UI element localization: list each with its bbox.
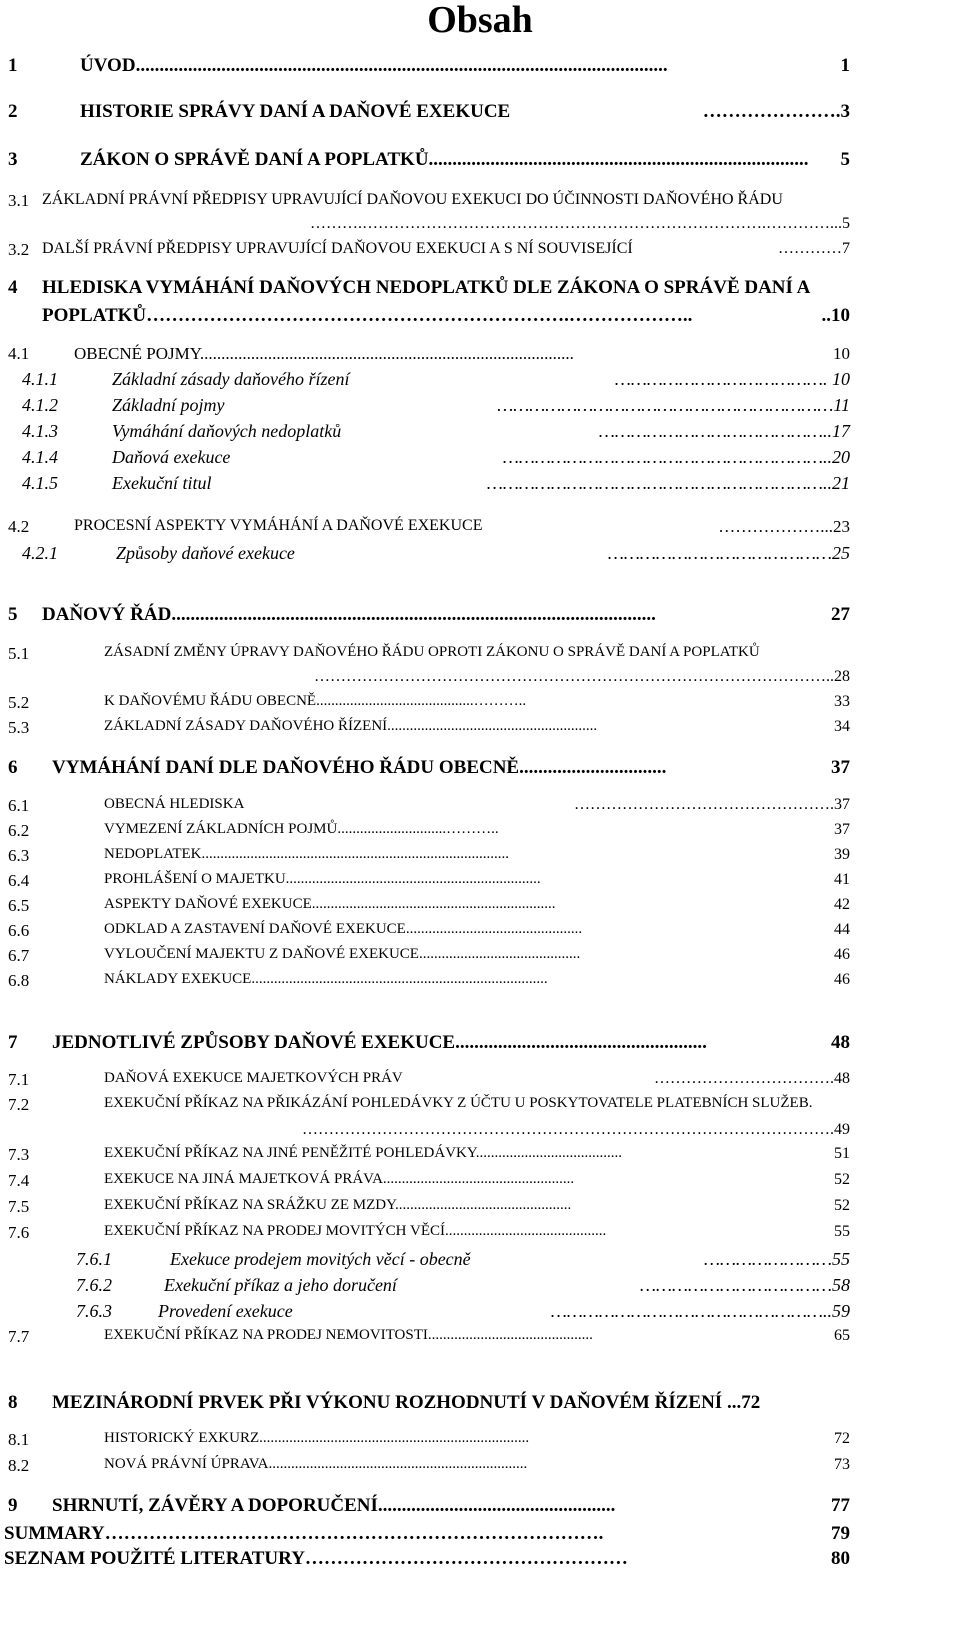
- toc-entry-6-2[interactable]: [8, 822, 850, 844]
- toc-title: EXEKUČNÍ PŘÍKAZ NA PŘIKÁZÁNÍ POHLEDÁVKY Z ÚČTU U POSKYTOVATELE PLATEBNÍCH SLUŽEB.: [104, 1095, 813, 1111]
- toc-entry-4-2[interactable]: [8, 518, 850, 540]
- toc-number: 3.1: [8, 191, 30, 210]
- toc-entry-1[interactable]: [8, 56, 850, 78]
- toc-entry-8[interactable]: [8, 1393, 850, 1415]
- toc-page: 52: [834, 1197, 850, 1214]
- toc-entry-6-3[interactable]: [8, 847, 850, 869]
- toc-page: ………………...23: [718, 517, 850, 536]
- toc-title-continued: POPLATKŮ………………………………………………………….………………..: [42, 305, 693, 326]
- toc-page: 10: [833, 344, 850, 363]
- toc-entry-6-4[interactable]: [8, 872, 850, 894]
- toc-title: Exekuce prodejem movitých věcí - obecně: [170, 1249, 471, 1269]
- toc-page: ………………………………………………………..21: [486, 473, 850, 493]
- toc-number: 4.1.5: [22, 473, 58, 493]
- toc-page: 77: [831, 1495, 850, 1516]
- toc-number: 6.7: [8, 946, 30, 965]
- toc-page: ………………….3: [702, 101, 850, 122]
- toc-number: 4.1.3: [22, 421, 58, 441]
- toc-entry-3-1[interactable]: [8, 192, 850, 240]
- toc-title: HLEDISKA VYMÁHÁNÍ DAŇOVÝCH NEDOPLATKŮ DLE ZÁKONA O SPRÁVĚ DANÍ A: [42, 277, 811, 298]
- toc-number: 7.6: [8, 1223, 30, 1242]
- toc-number: 4.2: [8, 517, 30, 536]
- toc-number: 4: [8, 277, 18, 298]
- toc-page: ……………………………………………………………………………………….49: [302, 1121, 850, 1138]
- toc-entry-4-1-5[interactable]: [8, 474, 850, 496]
- toc-title: EXEKUČNÍ PŘÍKAZ NA PRODEJ MOVITÝCH VĚCÍ...........................................: [104, 1223, 607, 1239]
- toc-page: 34: [834, 718, 850, 735]
- toc-entry-5-1[interactable]: [8, 645, 850, 691]
- toc-page: ……………………………………………..59: [550, 1301, 850, 1321]
- toc-entry-6-1[interactable]: [8, 797, 850, 819]
- toc-entry-4-1-3[interactable]: [8, 422, 850, 444]
- toc-number: 3: [8, 149, 18, 170]
- toc-title: SEZNAM POUŽITÉ LITERATURY……………………………………………: [4, 1548, 628, 1569]
- toc-page: 80: [831, 1548, 850, 1569]
- toc-number: 7.6.3: [76, 1301, 112, 1321]
- toc-number: 6.4: [8, 871, 30, 890]
- toc-number: 5.2: [8, 693, 30, 712]
- toc-number: 5.3: [8, 718, 30, 737]
- toc-number: 8.2: [8, 1456, 30, 1475]
- toc-entry-5-2[interactable]: [8, 694, 850, 716]
- toc-page: 52: [834, 1171, 850, 1188]
- toc-number: 1: [8, 55, 18, 76]
- toc-entry-7-6-3[interactable]: [8, 1302, 850, 1324]
- toc-page: 46: [834, 946, 850, 963]
- toc-number: 6.8: [8, 971, 30, 990]
- toc-page: 1: [840, 55, 850, 76]
- toc-title: VYLOUČENÍ MAJEKTU Z DAŇOVÉ EXEKUCE...........................................: [104, 946, 581, 962]
- toc-entry-7-6-2[interactable]: [8, 1276, 850, 1298]
- toc-entry-7-5[interactable]: [8, 1198, 850, 1220]
- toc-page: …………7: [778, 240, 850, 257]
- toc-title: Exekuční titul: [112, 473, 212, 493]
- toc-page: 42: [834, 896, 850, 913]
- toc-page: 72: [834, 1430, 850, 1447]
- toc-page: 55: [834, 1223, 850, 1240]
- toc-page: ……….………………………………………………………………….…………...5: [310, 215, 850, 232]
- toc-entry-4-1-1[interactable]: [8, 370, 850, 392]
- toc-entry-7-2[interactable]: [8, 1096, 918, 1142]
- toc-title: Vymáhání daňových nedoplatků: [112, 421, 342, 441]
- toc-entry-6-6[interactable]: [8, 922, 850, 944]
- toc-title: SUMMARY…………………………………………………………………….: [4, 1523, 604, 1544]
- toc-number: 7.6.1: [76, 1249, 112, 1269]
- toc-title: Způsoby daňové exekuce: [116, 543, 295, 563]
- toc-title: HISTORIE SPRÁVY DANÍ A DAŇOVÉ EXEKUCE: [80, 101, 511, 122]
- toc-title: NÁKLADY EXEKUCE...............................................................................: [104, 971, 548, 987]
- toc-number: 7.5: [8, 1197, 30, 1216]
- toc-title: OBECNÁ HLEDISKA: [104, 796, 245, 812]
- toc-entry-9[interactable]: [8, 1496, 850, 1518]
- toc-number: 5.1: [8, 644, 30, 663]
- toc-page: 65: [834, 1327, 850, 1344]
- toc-entry-3-2[interactable]: [8, 241, 850, 263]
- toc-page: 79: [831, 1523, 850, 1544]
- toc-title: VYMEZENÍ ZÁKLADNÍCH POJMŮ.............................………..: [104, 821, 499, 837]
- toc-entry-6-8[interactable]: [8, 972, 850, 994]
- page-title: Obsah: [427, 0, 533, 41]
- toc-entry-summary[interactable]: [4, 1524, 850, 1546]
- toc-page: 27: [831, 604, 850, 625]
- toc-entry-6-7[interactable]: [8, 947, 850, 969]
- toc-number: 6.5: [8, 896, 30, 915]
- toc-number: 4.1.4: [22, 447, 58, 467]
- toc-title: EXEKUCE NA JINÁ MAJETKOVÁ PRÁVA...................................................: [104, 1171, 575, 1187]
- toc-title: EXEKUČNÍ PŘÍKAZ NA PRODEJ NEMOVITOSTI............................................: [104, 1327, 593, 1343]
- toc-title: ODKLAD A ZASTAVENÍ DAŇOVÉ EXEKUCE...............................................: [104, 921, 583, 937]
- toc-entry-3[interactable]: [8, 150, 850, 172]
- toc-title: DAŇOVÝ ŘÁD......................................................................................................: [42, 604, 656, 625]
- toc-page: 73: [834, 1456, 850, 1473]
- toc-title: HISTORICKÝ EXKURZ........................................................................: [104, 1430, 530, 1446]
- toc-number: 4.1.1: [22, 369, 58, 389]
- toc-entry-6[interactable]: [8, 758, 850, 780]
- toc-page: ………………………………58: [639, 1275, 850, 1295]
- toc-page: 48: [831, 1032, 850, 1053]
- toc-entry-4-1-2[interactable]: [8, 396, 850, 418]
- toc-title: DALŠÍ PRÁVNÍ PŘEDPISY UPRAVUJÍCÍ DAŇOVOU EXEKUCI A S NÍ SOUVISEJÍCÍ: [42, 240, 633, 257]
- toc-page: 46: [834, 971, 850, 988]
- toc-entry-7-4[interactable]: [8, 1172, 850, 1194]
- toc-number: 5: [8, 604, 18, 625]
- toc-number: 7.6.2: [76, 1275, 112, 1295]
- toc-title: Základní zásady daňového řízení: [112, 369, 350, 389]
- toc-title: K DAŇOVÉMU ŘÁDU OBECNĚ..........................................………..: [104, 693, 527, 709]
- toc-title: VYMÁHÁNÍ DANÍ DLE DAŇOVÉHO ŘÁDU OBECNĚ...............................: [52, 757, 667, 778]
- toc-title: ZÁKLADNÍ ZÁSADY DAŇOVÉHO ŘÍZENÍ........................................................: [104, 718, 598, 734]
- toc-number: 7.2: [8, 1095, 30, 1114]
- toc-page: ……………………………………25: [607, 543, 850, 563]
- toc-title: PROHLÁŠENÍ O MAJETKU....................................................................: [104, 871, 541, 887]
- toc-page: ..10: [821, 305, 850, 326]
- toc-page: 39: [834, 846, 850, 863]
- toc-number: 4.2.1: [22, 543, 58, 563]
- toc-title: Provedení exekuce: [158, 1301, 293, 1321]
- toc-entry-7[interactable]: [8, 1033, 850, 1055]
- toc-number: 6.6: [8, 921, 30, 940]
- toc-entry-4-2-1[interactable]: [8, 544, 850, 566]
- toc-title: DAŇOVÁ EXEKUCE MAJETKOVÝCH PRÁV: [104, 1070, 403, 1086]
- toc-number: 6: [8, 757, 18, 778]
- toc-page: …………………………………. 10: [614, 369, 850, 389]
- toc-title: NOVÁ PRÁVNÍ ÚPRAVA.....................................................................: [104, 1456, 528, 1472]
- toc-number: 2: [8, 101, 18, 122]
- toc-page: …………………………….48: [654, 1070, 850, 1087]
- toc-number: 7.3: [8, 1145, 30, 1164]
- toc-title: ZÁKLADNÍ PRÁVNÍ PŘEDPISY UPRAVUJÍCÍ DAŇOVOU EXEKUCI DO ÚČINNOSTI DAŇOVÉHO ŘÁDU: [42, 191, 783, 208]
- toc-entry-2[interactable]: [8, 102, 850, 124]
- toc-title: NEDOPLATEK..................................................................................: [104, 846, 509, 862]
- toc-title: EXEKUČNÍ PŘÍKAZ NA JINÉ PENĚŽITÉ POHLEDÁVKY.......................................: [104, 1145, 623, 1161]
- toc-number: 3.2: [8, 240, 30, 259]
- toc-entry-4-1-4[interactable]: [8, 448, 850, 470]
- toc-entry-7-3[interactable]: [8, 1146, 850, 1168]
- toc-entry-7-1[interactable]: [8, 1071, 850, 1093]
- toc-entry-8-2[interactable]: [8, 1457, 850, 1479]
- toc-page: ……………………………………………………………………………………..28: [314, 668, 850, 685]
- toc-title: Exekuční příkaz a jeho doručení: [164, 1275, 397, 1295]
- toc-title: OBECNÉ POJMY........................................................................................: [74, 344, 574, 363]
- toc-title: ASPEKTY DAŇOVÉ EXEKUCE.................................................................: [104, 896, 556, 912]
- toc-page: 44: [834, 921, 850, 938]
- toc-number: 4.1: [8, 344, 30, 363]
- toc-title: EXEKUČNÍ PŘÍKAZ NA SRÁŽKU ZE MZDY...............................................: [104, 1197, 572, 1213]
- toc-page: ………………………………………………………11: [497, 395, 850, 415]
- toc-page: ……………………55: [703, 1249, 850, 1269]
- toc-title: ÚVOD................................................................................................................: [80, 55, 668, 76]
- toc-number: 7.7: [8, 1327, 30, 1346]
- toc-number: 6.1: [8, 796, 30, 815]
- toc-entry-4-1[interactable]: [8, 345, 850, 367]
- toc-title: MEZINÁRODNÍ PRVEK PŘI VÝKONU ROZHODNUTÍ V DAŇOVÉM ŘÍZENÍ ...72: [52, 1392, 761, 1413]
- toc-number: 6.3: [8, 846, 30, 865]
- toc-title: ZÁSADNÍ ZMĚNY ÚPRAVY DAŇOVÉHO ŘÁDU OPROTI ZÁKONU O SPRÁVĚ DANÍ A POPLATKŮ: [104, 644, 760, 660]
- toc-entry-7-6[interactable]: [8, 1224, 850, 1246]
- toc-page: 37: [834, 821, 850, 838]
- toc-number: 9: [8, 1495, 18, 1516]
- toc-title: Základní pojmy: [112, 395, 225, 415]
- toc-page: 37: [831, 757, 850, 778]
- toc-number: 4.1.2: [22, 395, 58, 415]
- toc-number: 7: [8, 1032, 18, 1053]
- toc-entry-5-3[interactable]: [8, 719, 850, 741]
- toc-title: PROCESNÍ ASPEKTY VYMÁHÁNÍ A DAŇOVÉ EXEKUCE: [74, 517, 483, 534]
- toc-page: 33: [834, 693, 850, 710]
- toc-number: 8.1: [8, 1430, 30, 1449]
- toc-page: ………………………………………….37: [574, 796, 850, 813]
- toc-page: 5: [840, 149, 850, 170]
- toc-title: JEDNOTLIVÉ ZPŮSOBY DAŇOVÉ EXEKUCE.....................................................: [52, 1032, 707, 1053]
- toc-number: 7.1: [8, 1070, 30, 1089]
- toc-entry-7-6-1[interactable]: [8, 1250, 850, 1272]
- toc-number: 6.2: [8, 821, 30, 840]
- toc-page: ……………………………………………………..20: [502, 447, 850, 467]
- toc-title: SHRNUTÍ, ZÁVĚRY A DOPORUČENÍ..................................................: [52, 1495, 616, 1516]
- toc-entry-literature[interactable]: [4, 1549, 850, 1571]
- toc-entry-4[interactable]: [8, 278, 924, 332]
- toc-entry-7-7[interactable]: [8, 1328, 850, 1350]
- toc-entry-5[interactable]: [8, 605, 850, 627]
- toc-entry-6-5[interactable]: [8, 897, 850, 919]
- toc-page: 41: [834, 871, 850, 888]
- toc-page: 51: [834, 1145, 850, 1162]
- toc-title: Daňová exekuce: [112, 447, 231, 467]
- toc-page: ……………………………………..17: [598, 421, 850, 441]
- toc-title: ZÁKON O SPRÁVĚ DANÍ A POPLATKŮ................................................................................: [80, 149, 809, 170]
- toc-number: 7.4: [8, 1171, 30, 1190]
- toc-number: 8: [8, 1392, 18, 1413]
- toc-entry-8-1[interactable]: [8, 1431, 850, 1453]
